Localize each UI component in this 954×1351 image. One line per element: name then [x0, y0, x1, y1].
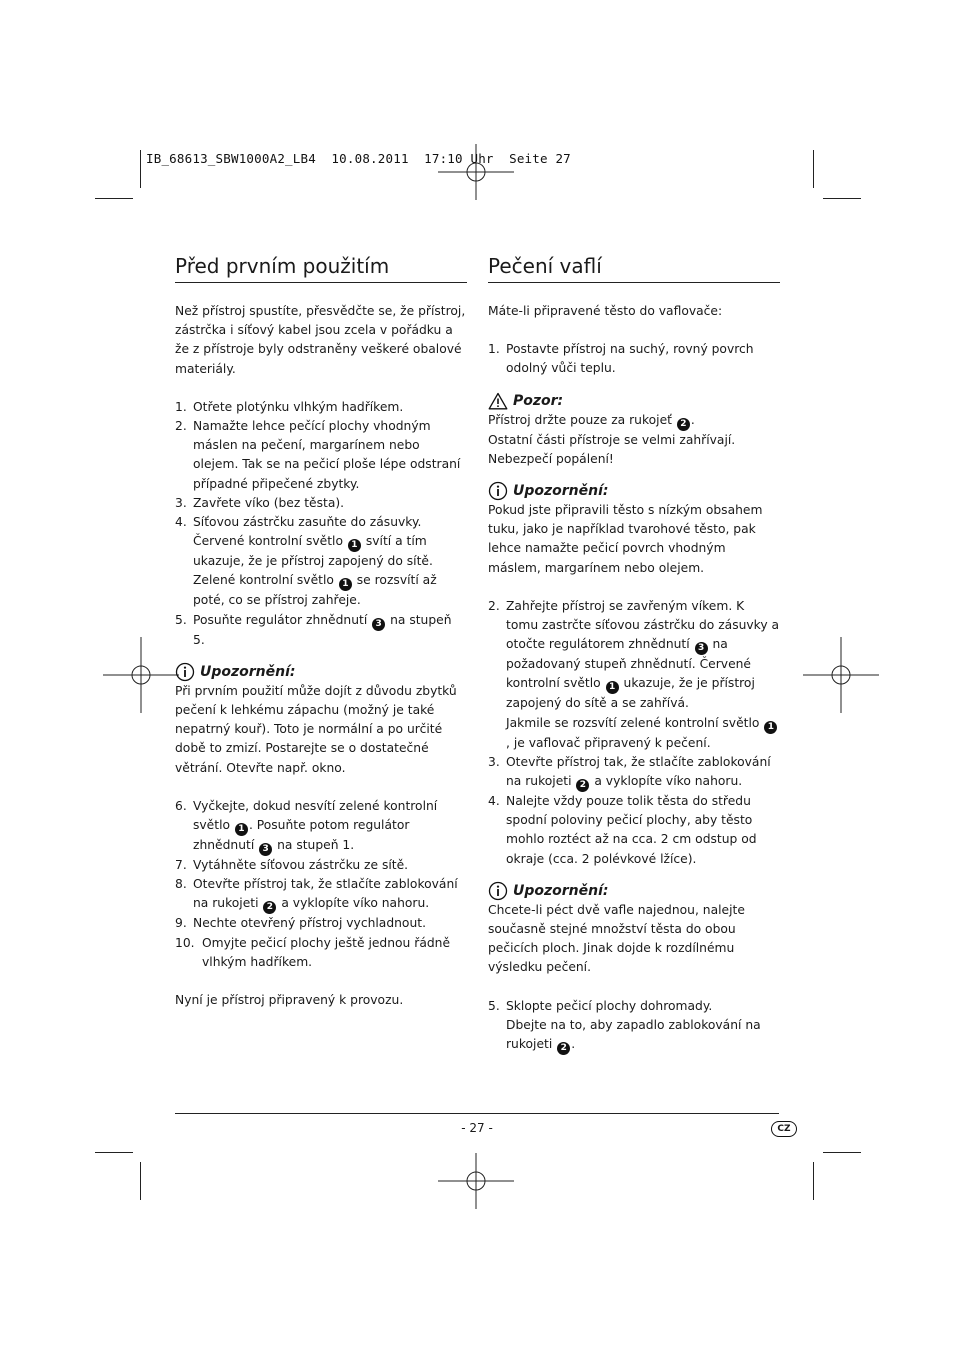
note-text: Pokud jste připravili těsto s nízkým obsahem tuku, jako je například tvarohové těsto, pak lehce namažte pečicí povrch vhodným máslem, margarínem nebo olejem. [488, 503, 763, 575]
list-item: 3. Otevřte přístroj tak, že stlačíte zablokování na rukojeti 2 a vyklopíte víko nahoru. [488, 754, 771, 791]
registration-mark-icon [803, 637, 879, 713]
steps-list [488, 997, 780, 1055]
registration-mark-icon [103, 637, 179, 713]
registration-mark-icon [438, 134, 514, 210]
callout-2-icon: 2 [576, 779, 589, 792]
callout-2-icon: 2 [263, 901, 276, 914]
list-item: 10. Omyjte pečicí plochy ještě jednou řádně vlhkým hadříkem. [175, 935, 451, 969]
caution-text: Ostatní části přístroje se velmi zahřívají. [488, 432, 736, 447]
steps-list [488, 340, 780, 378]
callout-3-icon: 3 [695, 642, 708, 655]
crop-mark [813, 150, 814, 188]
info-icon [488, 881, 508, 901]
note-heading: Upozornění: [488, 881, 780, 901]
intro-text: Než přístroj spustíte, přesvědčte se, že přístroj, zástrčka i síťový kabel jsou zcela v pořádku a že z přístroje byly odstraněny veškeré obalové materiály. [175, 304, 466, 376]
crop-mark [95, 198, 133, 199]
callout-2-icon: 2 [677, 418, 690, 431]
list-item: 9. Nechte otevřený přístroj vychladnout. [175, 916, 426, 931]
callout-1-icon: 1 [235, 823, 248, 836]
info-icon [175, 662, 195, 682]
steps-list [175, 398, 467, 650]
crop-mark [813, 1162, 814, 1200]
note-heading: Upozornění: [488, 481, 780, 501]
list-item: 7. Vytáhněte síťovou zástrčku ze sítě. [175, 858, 409, 873]
list-item: 3. Zavřete víko (bez těsta). [175, 495, 345, 510]
info-icon [488, 481, 508, 501]
footer-divider [175, 1113, 779, 1114]
list-item: 1. Otřete plotýnku vlhkým hadříkem. [175, 399, 404, 414]
language-badge: CZ [771, 1121, 797, 1137]
page-number: - 27 - [461, 1121, 493, 1135]
crop-mark [140, 1162, 141, 1200]
crop-mark [140, 150, 141, 188]
list-item: 4. Nalejte vždy pouze tolik těsta do středu spodní poloviny pečicí plochy, aby těsto mohlo roztéct až na cca. 2 cm odstup od okraje (cca. 2 polévkové lžíce). [488, 794, 757, 866]
callout-1-icon: 1 [606, 681, 619, 694]
list-item: 2. Namažte lehce pečící plochy vhodným máslen na pečení, margarínem nebo olejem. Tak se na pečicí ploše lépe odstraní případné připečené zbytky. [175, 419, 461, 491]
crop-mark [95, 1152, 133, 1153]
list-item: 4. Síťovou zástrčku zasuňte do zásuvky. Červené kontrolní světlo 1 svítí a tím ukazuje, že je přístroj zapojený do sítě. Zelené kontrolní světlo 1 se rozsvítí až poté, co se přístroj zahřeje. [175, 515, 437, 608]
note-text: Chcete-li péct dvě vafle najednou, nalejte současně stejné množství těsta do obou pečicích ploch. Jinak dojde k rozdílnému výsledku pečení. [488, 902, 745, 975]
left-column [175, 250, 467, 1010]
callout-1-icon: 1 [339, 578, 352, 591]
callout-2-icon: 2 [557, 1042, 570, 1055]
list-item: 5. Sklopte pečicí plochy dohromady. Dbejte na to, aby zapadlo zablokování na rukojeti 2 . [488, 998, 761, 1054]
callout-3-icon: 3 [372, 618, 385, 631]
warning-icon [488, 392, 508, 410]
crop-mark [823, 198, 861, 199]
list-item: 2. Zahřejte přístroj se zavřeným víkem. K tomu zastrčte síťovou zástrčku do zásuvky a otočte regulátorem zhnědnutí 3 na požadovaný stupeň zhnědnutí. Červené kontrolní světlo 1 ukazuje, že je přístroj zapojený do sítě a se zahřívá. Jakmile se rozsvítí zelené kontrolní světlo 1, je vaflovač připravený k pečení. [488, 598, 780, 750]
section-title: Pečení vaflí [488, 250, 780, 283]
note-heading: Upozornění: [175, 662, 467, 682]
note-text: Při prvním použití může dojít z důvodu zbytků pečení k lehkému zápachu (možný je také nepatrný kouř). Toto je normální a po určité době to zmizí. Postarejte se o dostatečné větrání. Otevřte např. okno. [175, 683, 457, 775]
caution-heading: Pozor: [488, 391, 780, 411]
caution-text: Přístroj držte pouze za rukojeť 2 . [488, 412, 695, 429]
list-item: 5. Posuňte regulátor zhnědnutí 3 na stupeň 5. [175, 612, 452, 647]
crop-mark [823, 1152, 861, 1153]
outro-text: Nyní je přístroj připravený k provozu. [175, 993, 404, 1008]
list-item: 8. Otevřte přístroj tak, že stlačíte zablokování na rukojeti 2 a vyklopíte víko nahoru. [175, 877, 458, 913]
list-item: 1. Postavte přístroj na suchý, rovný povrch odolný vůči teplu. [488, 342, 754, 376]
steps-list [175, 797, 467, 972]
registration-mark-icon [438, 1143, 514, 1219]
callout-1-icon: 1 [348, 539, 361, 552]
callout-3-icon: 3 [259, 843, 272, 856]
list-item: 6. Vyčkejte, dokud nesvítí zelené kontrolní světlo 1 . Posuňte potom regulátor zhnědnutí 3 na stupeň 1. [175, 798, 438, 855]
intro-text: Máte-li připravené těsto do vaflovače: [488, 304, 723, 318]
caution-text: Nebezpečí popálení! [488, 451, 614, 466]
callout-1-icon: 1 [764, 721, 777, 734]
right-column [488, 250, 780, 1055]
section-title: Před prvním použitím [175, 250, 467, 283]
print-slug: IB_68613_SBW1000A2_LB4 10.08.2011 17:10 Uhr Seite 27 [146, 151, 571, 166]
steps-list [488, 597, 780, 869]
